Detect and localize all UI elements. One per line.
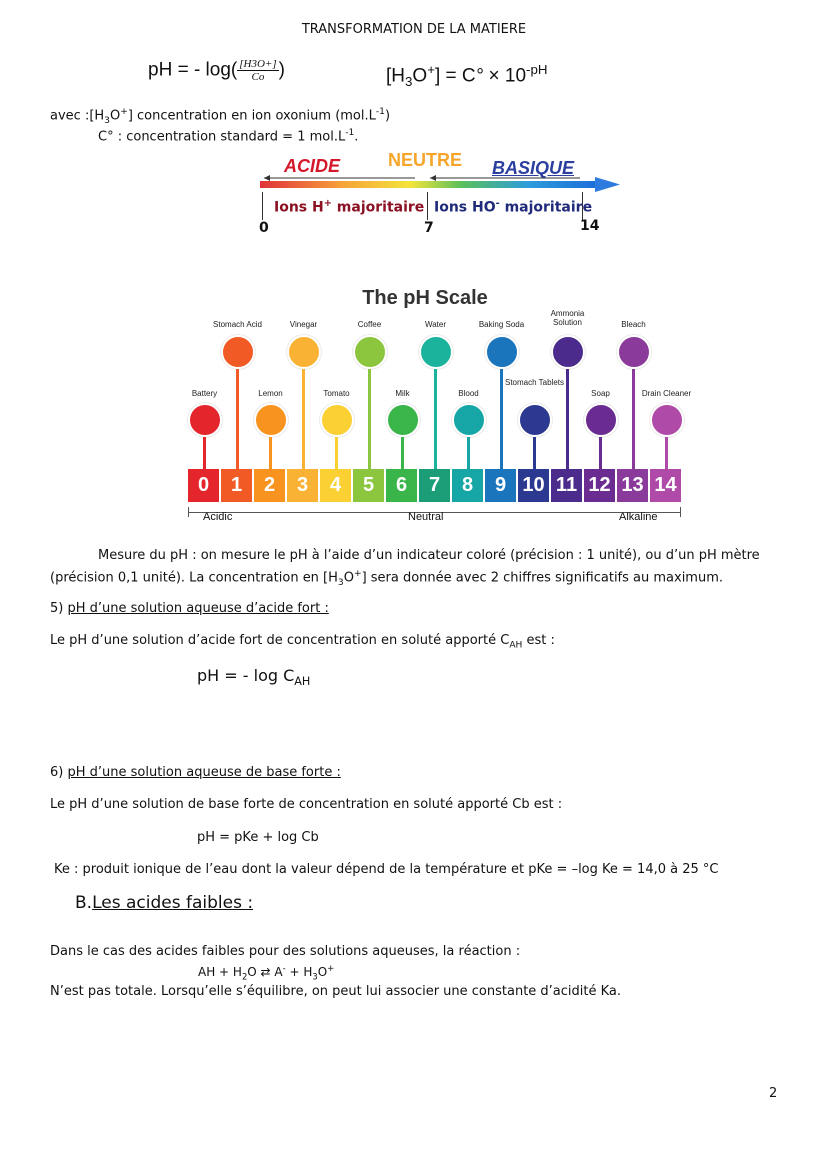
section-6-title: pH d’une solution aqueuse de base forte :	[67, 765, 341, 780]
section-5-text-b: est :	[522, 633, 555, 648]
acide-label: ACIDE	[284, 156, 341, 176]
chart-item-circle	[551, 335, 585, 369]
ph-formula-suffix: )	[278, 59, 285, 81]
chart-item-circle	[617, 335, 651, 369]
section-5-number: 5)	[50, 601, 68, 616]
ph-cell-2: 2	[254, 469, 287, 502]
section-5-text	[50, 633, 555, 651]
ph-cell-row	[188, 469, 683, 502]
chart-item-circle	[485, 335, 519, 369]
section-5-formula-sub: AH	[294, 675, 311, 689]
reaction-sup2: +	[327, 963, 335, 973]
ph-cell-4: 4	[320, 469, 353, 502]
ph-cell-13: 13	[617, 469, 650, 502]
h3o-sup: +	[427, 62, 435, 77]
ph-fraction	[237, 58, 278, 83]
ions-ho-text: Ions HO	[434, 199, 496, 216]
tick-7	[427, 192, 428, 220]
exponent: -pH	[526, 62, 548, 77]
ions-h-text: Ions H	[274, 199, 324, 216]
avec-1c: ] concentration en ion oxonium (mol.L	[127, 108, 376, 124]
acid-base-scale	[250, 148, 630, 238]
neutre-label: NEUTRE	[388, 150, 463, 170]
chart-item-label: Milk	[395, 389, 410, 398]
reaction-equation	[198, 963, 334, 981]
section-b-title: Les acides faibles :	[92, 893, 254, 913]
gradient-bar	[260, 181, 595, 188]
chart-item-stem	[269, 437, 272, 469]
reaction-d: O	[317, 965, 328, 979]
section-5-title: pH d’une solution aqueuse d’acide fort :	[67, 601, 329, 616]
section-5-formula-a: pH = - log C	[197, 666, 295, 685]
chart-item-label: Tomato	[323, 389, 350, 398]
chart-item-label: Lemon	[258, 389, 283, 398]
section-5-text-a: Le pH d’une solution d’acide fort de concentration en soluté apporté C	[50, 633, 510, 648]
avec-line-2	[98, 128, 358, 144]
times-ten: × 10	[483, 65, 527, 87]
chart-item-label: Bleach	[621, 320, 646, 329]
h3o-mid: O	[412, 65, 428, 87]
h3o-formula	[386, 62, 547, 89]
axis-right-tick	[680, 507, 681, 517]
avec-1-sup2: -1	[375, 107, 385, 117]
ph-cell-6: 6	[386, 469, 419, 502]
section-6-number: 6)	[50, 765, 68, 780]
ph-cell-0: 0	[188, 469, 221, 502]
ke-definition: Ke : produit ionique de l’eau dont la valeur dépend de la température et pKe = –log Ke = 14,0 à 25 °C	[54, 862, 719, 877]
ph-formula-prefix: pH = - log(	[148, 59, 238, 81]
chart-item-stem	[599, 437, 602, 469]
chart-item-circle	[320, 403, 354, 437]
chart-item-label: Stomach Tablets	[505, 378, 564, 387]
h3o-right: ] = C	[434, 65, 476, 87]
ph-cell-12: 12	[584, 469, 617, 502]
mesure-line-1: Mesure du pH : on mesure le pH à l’aide d’un indicateur coloré (précision : 1 unité), ou d’un pH mètre	[98, 548, 760, 563]
chart-item-stem	[335, 437, 338, 469]
ph-cell-10: 10	[518, 469, 551, 502]
degree: °	[475, 65, 484, 87]
ph-cell-1: 1	[221, 469, 254, 502]
tick-0	[262, 192, 263, 220]
chart-item-circle	[518, 403, 552, 437]
chart-item-label: Water	[424, 320, 447, 329]
h3o-left: [H	[386, 65, 405, 87]
chart-item-stem	[368, 369, 371, 469]
section-6-text: Le pH d’une solution de base forte de concentration en soluté apporté Cb est :	[50, 797, 563, 812]
chart-item-stem	[302, 369, 305, 469]
section-5-heading	[50, 601, 329, 616]
mesure-2c: ] sera donnée avec 2 chiffres significatifs au maximum.	[361, 570, 724, 586]
chart-item-stem	[533, 437, 536, 469]
gradient-arrow-head	[595, 177, 620, 192]
chart-item-circle	[188, 403, 222, 437]
ph-scale-chart	[170, 285, 700, 535]
fraction-numerator: [H3O+]	[239, 58, 277, 70]
reaction-sub2: 3	[312, 971, 318, 982]
chart-item-circle	[419, 335, 453, 369]
ph-cell-7: 7	[419, 469, 452, 502]
ph-gradient-bar	[260, 176, 630, 194]
ions-h-label	[274, 198, 424, 216]
ph-cell-11: 11	[551, 469, 584, 502]
ions-ho-tail: majoritaire	[499, 199, 593, 216]
chart-item-stem	[434, 369, 437, 469]
section-6-formula: pH = pKe + log Cb	[197, 830, 319, 845]
mesure-2a: (précision 0,1 unité). La concentration en [H	[50, 570, 338, 586]
chart-item-label: Drain Cleaner	[641, 389, 692, 398]
mesure-2-sub: 3	[337, 577, 344, 588]
chart-item-stem	[203, 437, 206, 469]
ph-cell-8: 8	[452, 469, 485, 502]
page-number: 2	[769, 1086, 778, 1101]
avec-1b: O	[109, 108, 121, 124]
ph-cell-9: 9	[485, 469, 518, 502]
avec-2b: .	[354, 129, 359, 145]
chart-item-label: Battery	[191, 389, 218, 398]
ph-cell-3: 3	[287, 469, 320, 502]
ph-cell-14: 14	[650, 469, 683, 502]
avec-line-1	[50, 107, 390, 126]
chart-item-stem	[236, 369, 239, 469]
basique-label: BASIQUE	[492, 158, 575, 178]
ions-ho-label	[434, 198, 592, 216]
chart-item-circle	[584, 403, 618, 437]
reaction-a: AH + H	[198, 965, 242, 979]
mesure-line-2	[50, 569, 723, 588]
chart-item-stem	[665, 437, 668, 469]
ions-ho-sup: -	[495, 198, 500, 209]
chart-item-label: Vinegar	[289, 320, 318, 329]
chart-item-circle	[221, 335, 255, 369]
page-header: TRANSFORMATION DE LA MATIERE	[301, 22, 527, 37]
chart-item-label: Coffee	[357, 320, 382, 329]
section-b-heading	[75, 893, 253, 913]
ph-formula	[148, 58, 285, 83]
chart-item-circle	[386, 403, 420, 437]
axis-neutral-label: Neutral	[408, 511, 444, 523]
chart-item-circle	[650, 403, 684, 437]
reaction-sup1: -	[282, 963, 286, 973]
avec-1a: avec :[H	[50, 108, 105, 124]
ph-cell-5: 5	[353, 469, 386, 502]
section-b-text-1: Dans le cas des acides faibles pour des solutions aqueuses, la réaction :	[50, 944, 521, 959]
chart-item-circle	[353, 335, 387, 369]
fraction-denominator: Co	[251, 71, 265, 83]
chart-item-stem	[632, 369, 635, 469]
ions-h-tail: majoritaire	[331, 199, 425, 216]
axis-acidic-label: Acidic	[203, 511, 233, 523]
reaction-sub1: 2	[241, 971, 248, 982]
avec-1-sup: +	[120, 107, 128, 117]
ions-h-sup: +	[323, 198, 332, 209]
scale-seven: 7	[424, 220, 434, 236]
mesure-2-sup: +	[353, 569, 362, 579]
reaction-c: + H	[285, 965, 313, 979]
axis-left-tick	[188, 507, 189, 517]
section-b-text-2: N’est pas totale. Lorsqu’elle s’équilibre, on peut lui associer une constante d’acidité Ka.	[50, 984, 622, 999]
chart-item-label: Baking Soda	[478, 320, 525, 329]
chart-item-label: Stomach Acid	[213, 320, 262, 329]
ph-chart-title: The pH Scale	[362, 287, 488, 309]
axis-alkaline-label: Alkaline	[619, 511, 658, 523]
section-b-prefix: B.	[75, 893, 93, 913]
reaction-b: O ⇄ A	[247, 965, 283, 979]
h3o-sub: 3	[405, 74, 413, 90]
chart-item-circle	[452, 403, 486, 437]
avec-2a: C° : concentration standard = 1 mol.L	[98, 129, 346, 145]
scale-zero: 0	[259, 220, 269, 236]
section-6-heading	[50, 765, 341, 780]
avec-2-sup: -1	[345, 128, 355, 138]
chart-item-stem	[467, 437, 470, 469]
chart-item-circle	[287, 335, 321, 369]
section-5-text-sub: AH	[509, 640, 523, 651]
chart-item-circle	[254, 403, 288, 437]
mesure-2b: O	[343, 570, 354, 586]
avec-1-sub: 3	[104, 115, 110, 126]
chart-item-label: Ammonia Solution	[550, 309, 585, 327]
chart-item-label: Soap	[591, 389, 610, 398]
section-5-formula	[197, 666, 310, 688]
scale-fourteen: 14	[580, 218, 600, 234]
chart-item-label: Blood	[458, 389, 479, 398]
chart-item-stem	[401, 437, 404, 469]
avec-1d: )	[384, 108, 391, 124]
